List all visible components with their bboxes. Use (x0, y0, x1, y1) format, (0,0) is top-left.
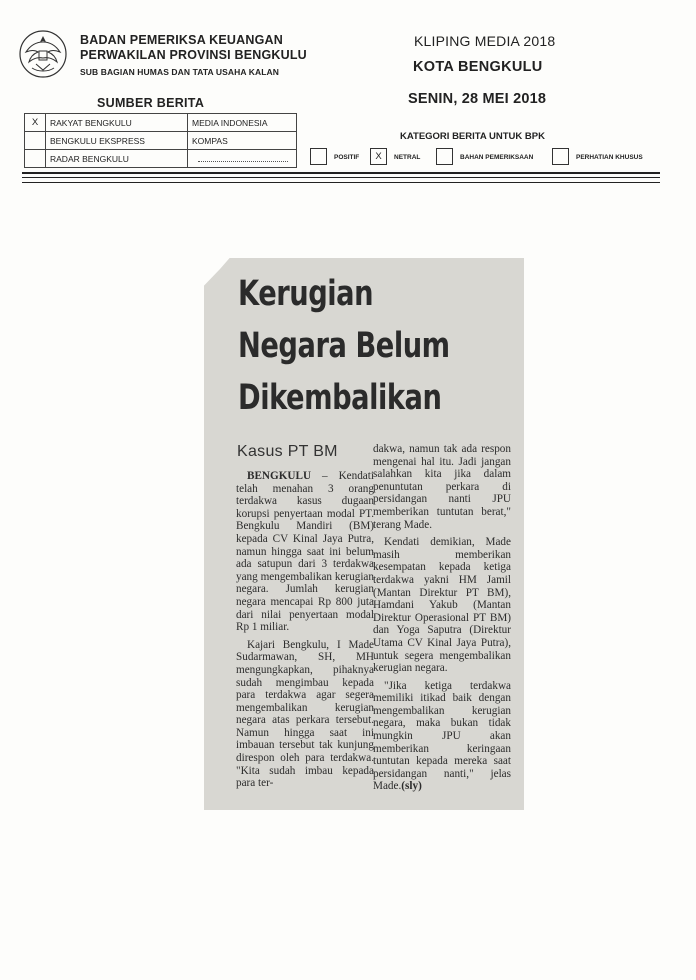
org-name-line2: PERWAKILAN PROVINSI BENGKULU (80, 48, 307, 62)
kota-title: KOTA BENGKULU (413, 59, 543, 75)
kategori-checkbox[interactable] (552, 148, 569, 165)
source-checkbox[interactable]: X (25, 114, 46, 132)
article-column-1 (236, 470, 374, 795)
article-subhead: Kasus PT BM (237, 443, 338, 460)
author-initials: (sly) (401, 780, 422, 793)
header-divider (22, 182, 660, 183)
kategori-checkbox[interactable] (436, 148, 453, 165)
article-paragraph (373, 680, 511, 793)
kliping-title: KLIPING MEDIA 2018 (414, 33, 556, 49)
kategori-title: KATEGORI BERITA UNTUK BPK (400, 131, 545, 142)
dotted-line (198, 153, 288, 162)
article-paragraph (236, 470, 374, 634)
paragraph-text: – Kendati telah menahan 3 orang terdakwa kasus dugaan korupsi penyertaan modal PT. Bengkulu Mandiri (BM) kepada CV Kinal Jaya Putra, namun hingga saat ini belum ada satupun dari 3 terdakwa yang mengembalikan kerugian negara. Jumlah kerugian negara mencapai Rp 800 juta dari nilai penyertaan modal Rp 1 miliar. (236, 470, 374, 634)
sumber-berita-table (24, 113, 297, 168)
source-name: RAKYAT BENGKULU (46, 114, 188, 132)
source-name: MEDIA INDONESIA (188, 114, 297, 132)
org-name-line1: BADAN PEMERIKSA KEUANGAN (80, 33, 283, 47)
headline-line: Dikembalikan (238, 378, 442, 418)
kategori-label: NETRAL (394, 154, 421, 161)
table-row (25, 132, 297, 150)
kategori-checkbox[interactable] (310, 148, 327, 165)
table-row (25, 114, 297, 132)
header-divider (22, 177, 660, 178)
source-checkbox[interactable] (25, 150, 46, 168)
header-divider (22, 172, 660, 174)
table-row (25, 150, 297, 168)
source-name: KOMPAS (188, 132, 297, 150)
dateline: BENGKULU (247, 470, 312, 482)
article-column-2 (373, 443, 511, 798)
headline-line: Negara Belum (238, 326, 450, 366)
article-paragraph: Kajari Bengkulu, I Made Sudarmawan, SH, MH mengungkapkan, pihaknya sudah mengimbau kepada para terdakwa agar segera mengembalikan kerugian negara atas perkara tersebut. Namun hingga saat ini imbauan tersebut tak kunjung direspon oleh para terdakwa. "Kita sudah imbau kepada para ter- (236, 638, 374, 790)
kategori-label: BAHAN PEMERIKSAAN (460, 154, 534, 161)
org-name (80, 33, 307, 63)
kategori-checkbox[interactable]: X (370, 148, 387, 165)
article-paragraph: Kendati demikian, Made masih memberikan kesempatan kepada ketiga terdakwa yakni HM Jamil (Mantan Direktur PT BM), Hamdani Yakub (Mantan Direktur Operasional PT BM) dan Yoga Saputra (Direktur Utama CV Kinal Jaya Putra), untuk segera mengembalikan kerugian negara. (373, 536, 511, 675)
source-name: RADAR BENGKULU (46, 150, 188, 168)
org-subunit: SUB BAGIAN HUMAS DAN TATA USAHA KALAN (80, 67, 280, 77)
kategori-label: POSITIF (334, 154, 360, 161)
source-name: BENGKULU EKSPRESS (46, 132, 188, 150)
sumber-berita-title: SUMBER BERITA (97, 96, 205, 110)
paragraph-text: "Jika ketiga terdakwa memiliki itikad baik dengan mengembalikan kerugian negara, maka bukan tidak mungkin JPU akan memberikan keringaan tuntutan kepada mereka saat persidangan nanti," jelas Made. (373, 679, 511, 793)
article-paragraph: dakwa, namun tak ada respon mengenai hal itu. Jadi jangan salahkan kita jika dalam penuntutan perkara di persidangan nanti JPU memberikan tuntutan berat," terang Made. (373, 443, 511, 531)
kategori-label: PERHATIAN KHUSUS (576, 154, 643, 161)
date-title: SENIN, 28 MEI 2018 (408, 91, 547, 107)
article-headline (238, 268, 456, 424)
source-other-blank (188, 150, 297, 168)
headline-line: Kerugian (238, 274, 374, 314)
garuda-emblem-icon (18, 28, 68, 80)
source-checkbox[interactable] (25, 132, 46, 150)
